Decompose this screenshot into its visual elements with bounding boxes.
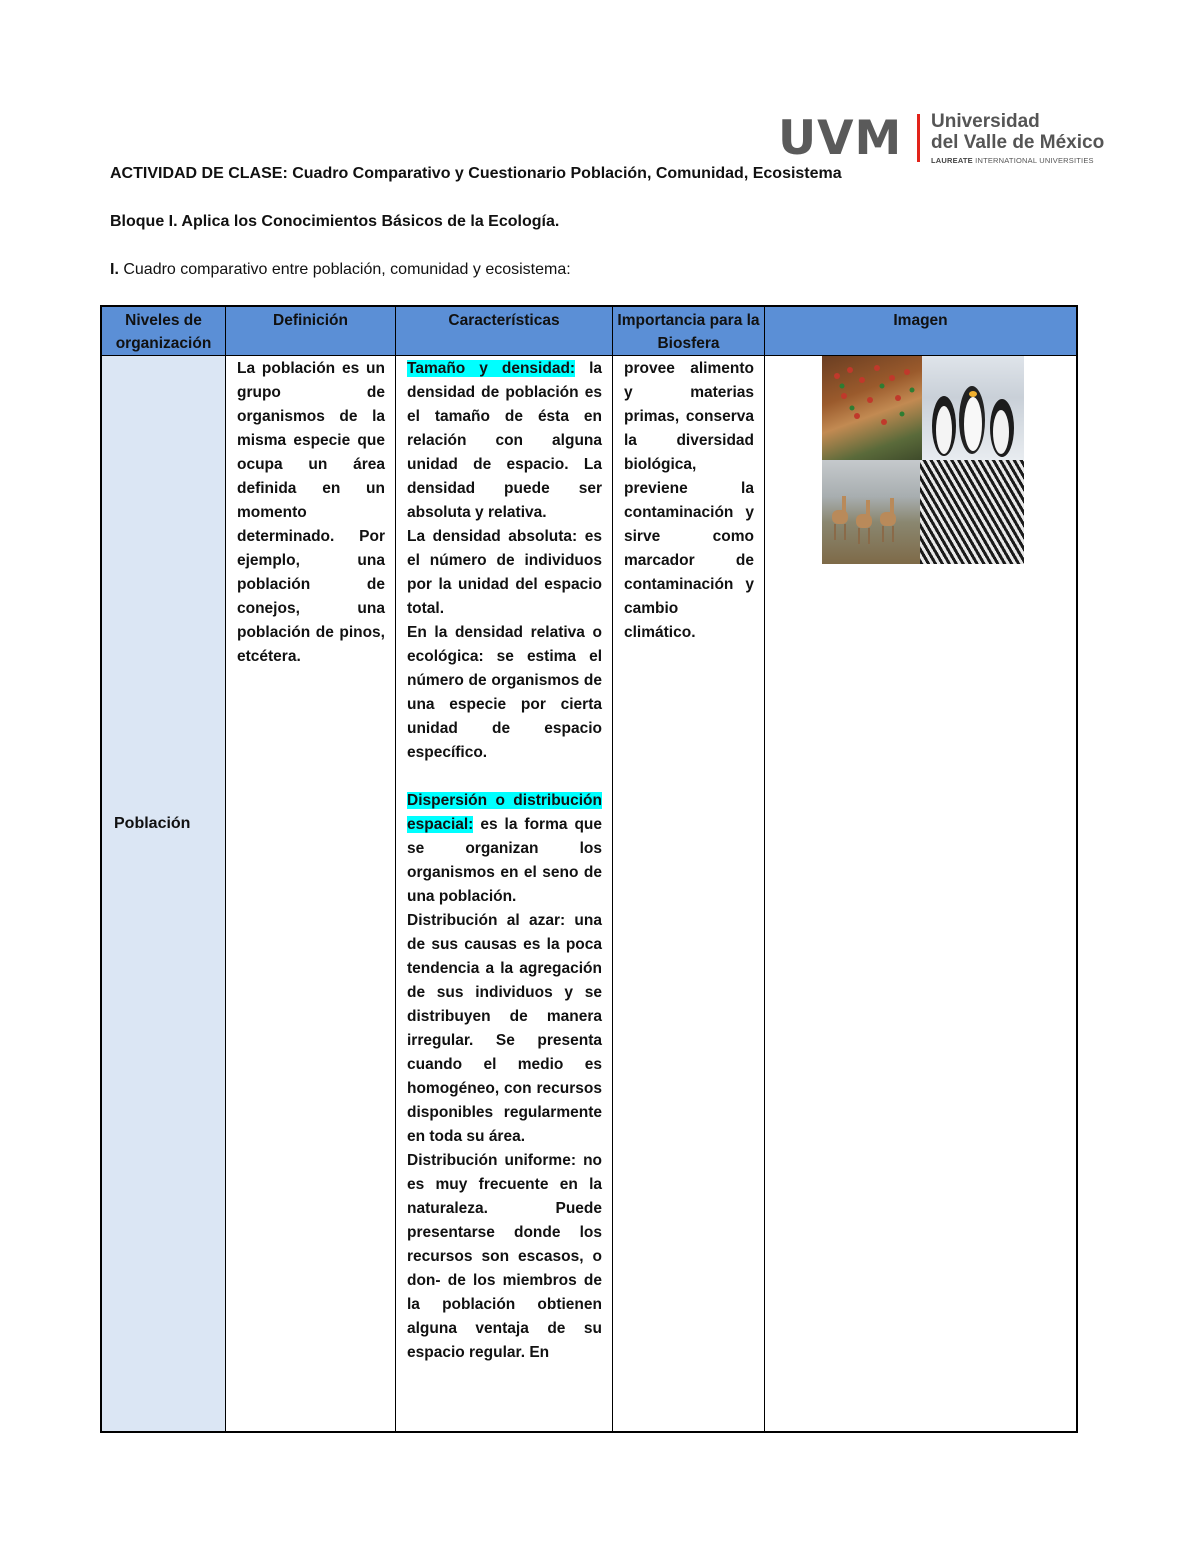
section-title	[110, 261, 571, 279]
logo-sub-bold: LAUREATE	[931, 156, 973, 165]
importance-text: provee alimento y materias primas, conserva la diversidad biológica, previene la contaminación y sirve como marcador de contaminación y cambio climático.	[624, 360, 754, 641]
birds-cliff-photo	[822, 356, 924, 460]
level-cell	[102, 356, 225, 1431]
char-relative-density: En la densidad relativa o ecológica: se estima el número de organismos de una especie por cierta unidad de espacio específico.	[407, 624, 602, 761]
level-label: Población	[114, 815, 191, 832]
characteristics-cell	[407, 357, 602, 1365]
char-size-density-text: la densidad de población es el tamaño de ésta en relación con alguna unidad de espacio. La densidad puede ser absoluta y relativa.	[407, 360, 602, 521]
logo-sub-rest: INTERNATIONAL UNIVERSITIES	[972, 156, 1094, 165]
logo-subtitle	[931, 156, 1094, 165]
char-uniform-distribution: Distribución uniforme: no es muy frecuente en la naturaleza. Puede presentarse donde los recursos son escasos, o don- de los miembros de la población obtienen alguna ventaja de su espacio regular. En	[407, 1152, 602, 1361]
column-divider	[764, 307, 765, 1431]
comparison-table	[100, 305, 1078, 1433]
column-divider	[225, 307, 226, 1431]
logo-name-line2: del Valle de México	[931, 132, 1105, 153]
char-size-density	[407, 357, 602, 525]
column-divider	[395, 307, 396, 1431]
char-dispersion-text: es la forma que se organizan los organismos en el seno de una población.	[407, 816, 602, 905]
char-size-density-title: Tamaño y densidad:	[407, 360, 576, 377]
zebras-photo	[920, 460, 1024, 564]
logo-name-line1: Universidad	[931, 111, 1040, 132]
section-number: I.	[110, 261, 124, 278]
block-title: Bloque I. Aplica los Conocimientos Básicos de la Ecología.	[110, 213, 560, 230]
logo-mark: UVM	[778, 111, 903, 166]
char-dispersion	[407, 789, 602, 909]
header-imagen: Imagen	[893, 312, 948, 329]
header-caracteristicas: Características	[448, 312, 560, 329]
section-text: Cuadro comparativo entre población, comunidad y ecosistema:	[123, 261, 571, 278]
activity-title: ACTIVIDAD DE CLASE: Cuadro Comparativo y Cuestionario Población, Comunidad, Ecosistema	[110, 165, 842, 182]
definition-cell	[237, 357, 385, 669]
uvm-logo	[778, 108, 1105, 168]
definition-text: La población es un grupo de organismos de la misma especie que ocupa un área definida en un momento determinado. Por ejemplo, una población de conejos, una población de pinos, etcétera.	[237, 360, 385, 665]
header-importancia: Importancia para la Biosfera	[617, 312, 760, 352]
header-definicion: Definición	[273, 312, 348, 329]
column-divider	[612, 307, 613, 1431]
header-niveles: Niveles de organización	[115, 312, 212, 352]
char-random-distribution: Distribución al azar: una de sus causas es la poca tendencia a la agregación de sus individuos y se distribuyen de manera irregular. Se presenta cuando el medio es homogéneo, con recursos disponibles regularmente en toda su área.	[407, 912, 602, 1145]
char-absolute-density: La densidad absoluta: es el número de individuos por la unidad del espacio total.	[407, 528, 602, 617]
population-images	[822, 356, 1024, 564]
importance-cell	[624, 357, 754, 645]
char-dispersion-title: Dispersión o distribución espacial:	[407, 792, 602, 833]
logo-separator	[917, 114, 920, 162]
vicunas-photo	[822, 460, 922, 564]
penguins-photo	[922, 356, 1024, 460]
